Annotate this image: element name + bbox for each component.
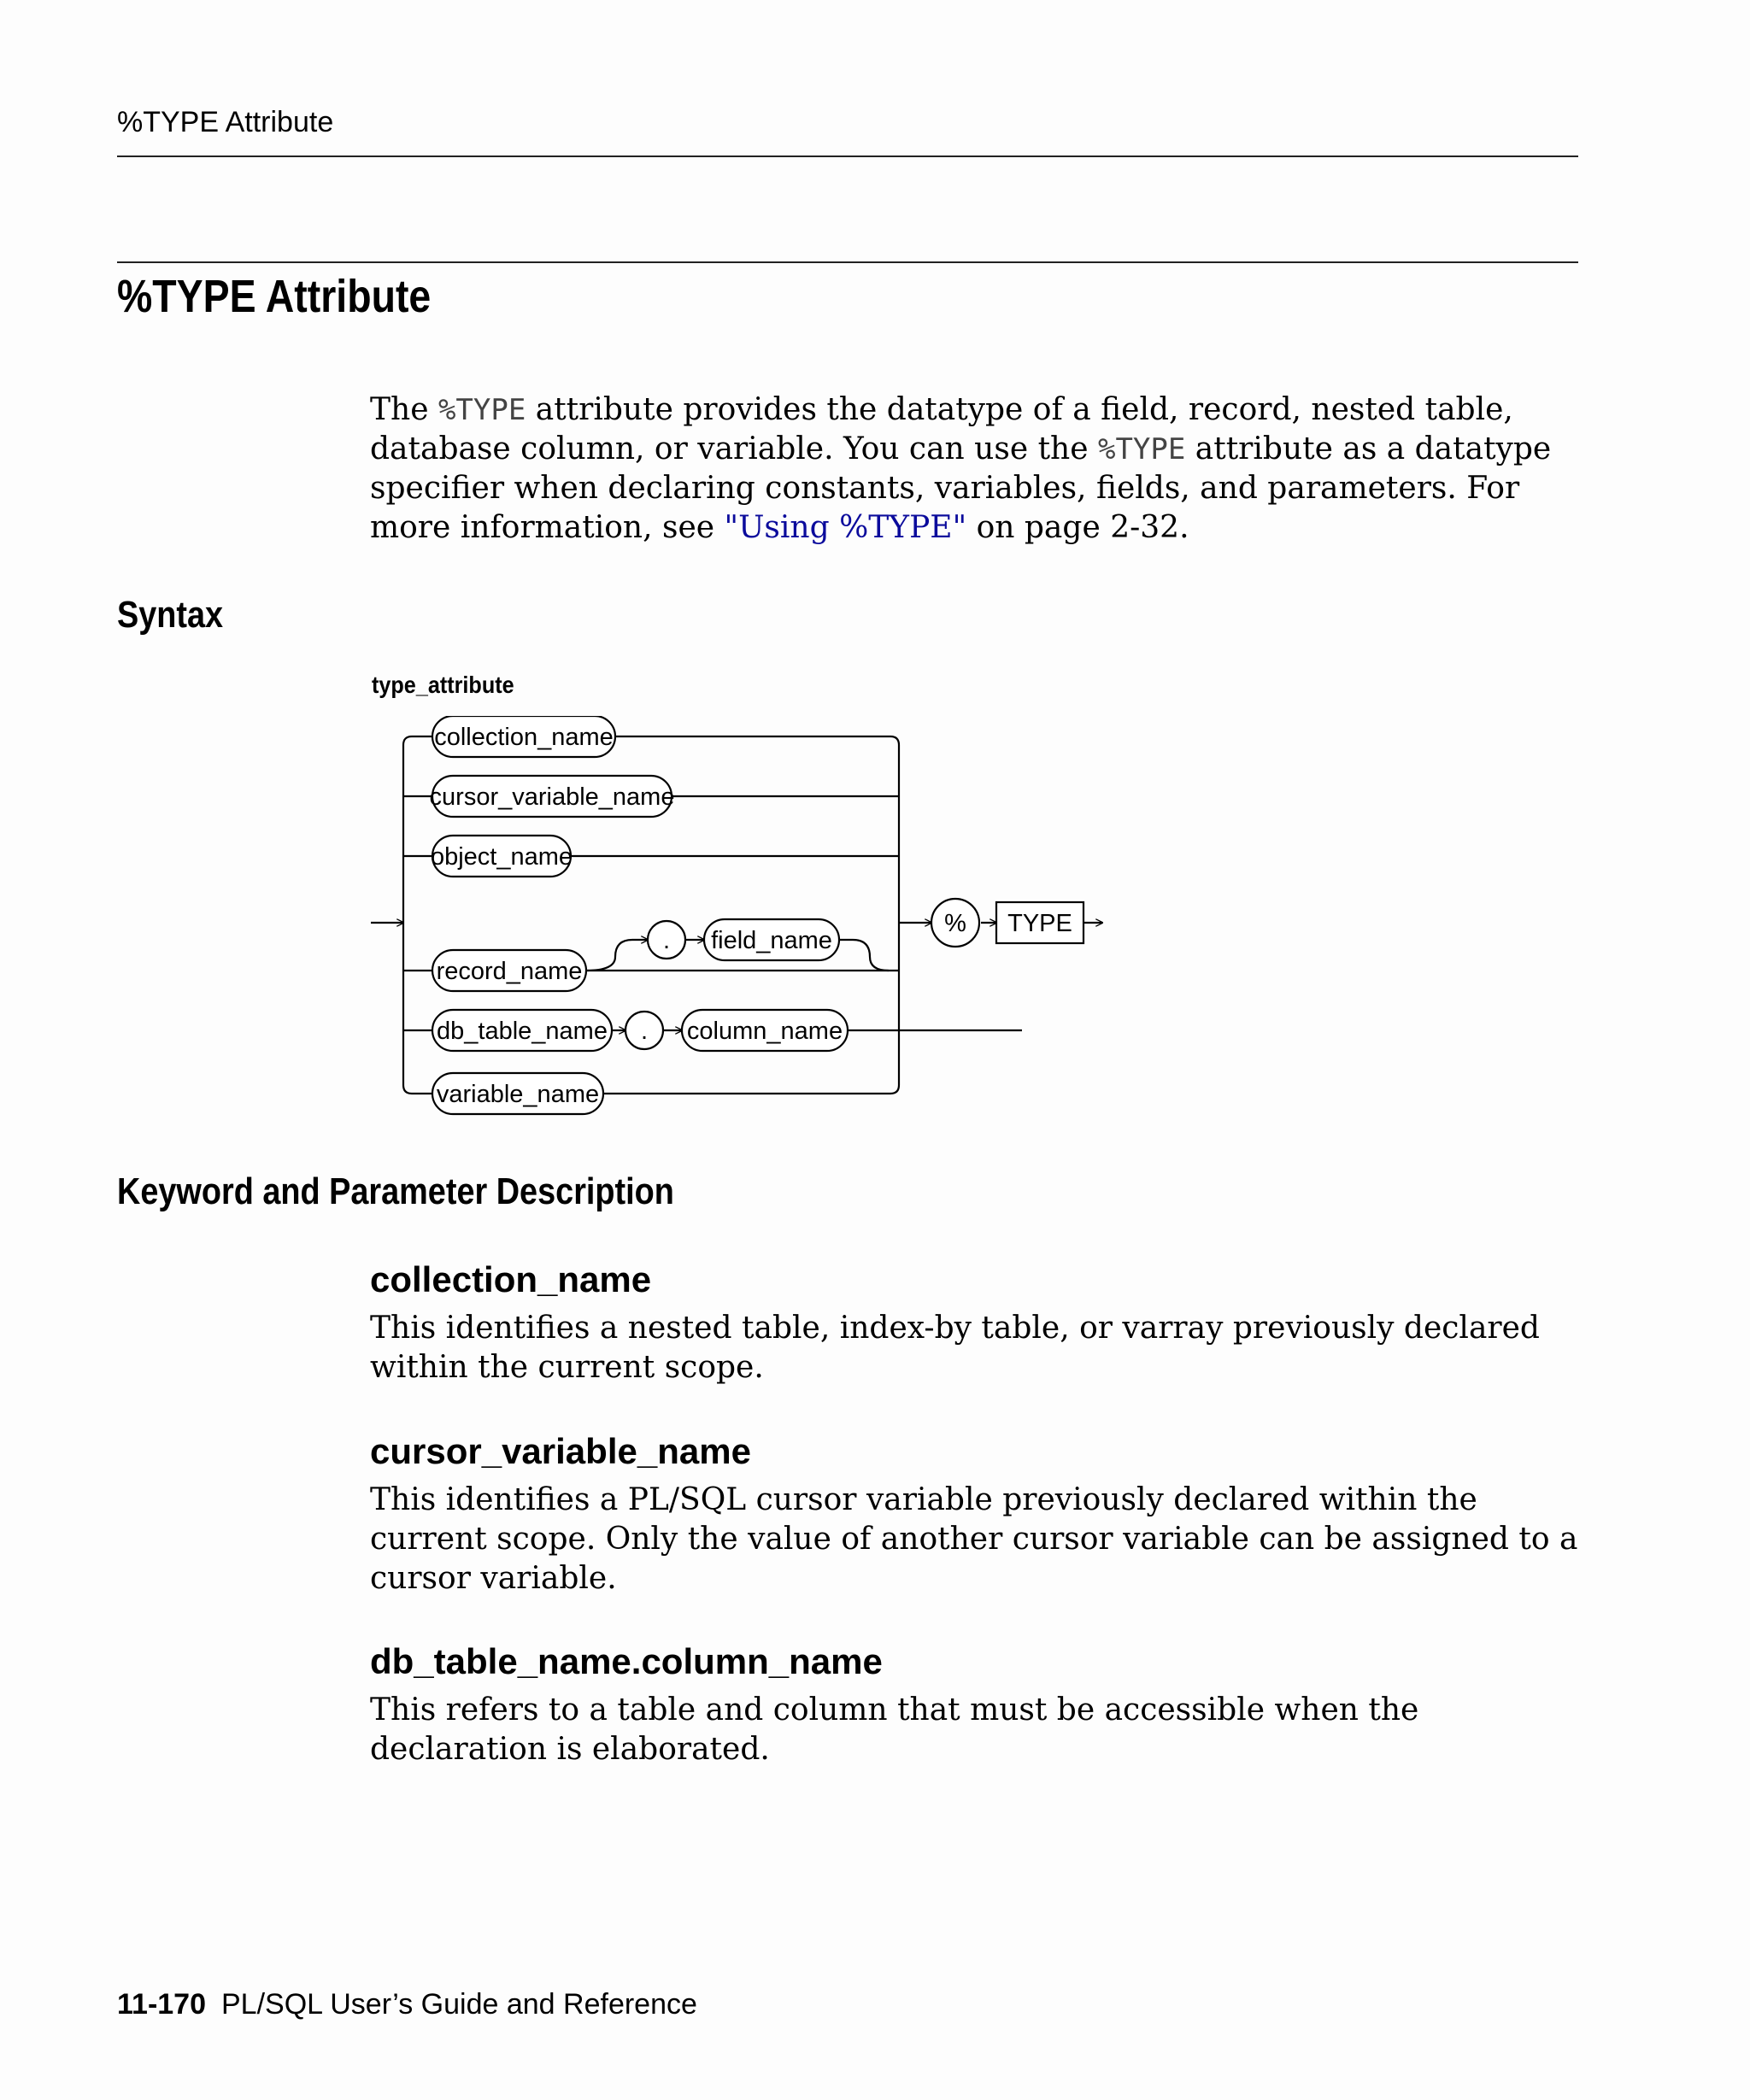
intro-paragraph [370, 390, 1583, 548]
param-db-table-column-desc: This refers to a table and column that must be accessible when the declaration is elaborated. [370, 1692, 1419, 1767]
param-cursor-variable-name: cursor_variable_name [370, 1431, 751, 1471]
intro-code-2: %TYPE [1097, 432, 1186, 466]
param-cursor-variable-name-desc: This identifies a PL/SQL cursor variable previously declared within the current scope. Only the value of another cursor variable can be assigned to a cursor variable. [370, 1482, 1578, 1596]
title-rule [117, 261, 1578, 263]
node-field-name [704, 919, 839, 960]
node-record-name-label: record_name [436, 958, 583, 985]
node-db-table-name-label: db_table_name [437, 1018, 608, 1045]
node-type-keyword [996, 902, 1083, 943]
node-percent [931, 899, 979, 947]
node-object-name [431, 836, 573, 877]
intro-text-1: The [370, 392, 438, 427]
using-type-link[interactable]: "Using %TYPE" [724, 510, 967, 545]
node-cursor-variable-name [430, 776, 675, 817]
node-collection-name [432, 716, 615, 757]
node-dot-1-label: . [662, 927, 671, 954]
header-rule [117, 155, 1578, 157]
page-title: %TYPE Attribute [117, 271, 432, 322]
node-column-name [682, 1010, 848, 1051]
node-dot-2 [625, 1012, 663, 1049]
book-title: PL/SQL User’s Guide and Reference [221, 1988, 697, 2021]
node-percent-label: % [944, 910, 966, 937]
node-field-name-label: field_name [711, 927, 832, 954]
intro-text-3: attribute as a datatype specifier when declaring constants, variables, fields, and parameters. For more information, see [370, 431, 1552, 545]
node-variable-name [432, 1073, 603, 1114]
node-record-name [432, 950, 586, 991]
intro-text-2: attribute provides the datatype of a field, record, nested table, database column, or variable. You can use the [370, 392, 1513, 466]
diagram-title: type_attribute [372, 672, 514, 698]
node-cursor-variable-name-label: cursor_variable_name [429, 783, 675, 811]
node-type-label: TYPE [1007, 910, 1072, 937]
intro-text-4: on page 2-32. [966, 510, 1189, 545]
node-collection-name-label: collection_name [434, 724, 614, 751]
node-db-table-name [432, 1010, 612, 1051]
param-collection-name-desc: This identifies a nested table, index-by table, or varray previously declared within the current scope. [370, 1311, 1540, 1385]
node-object-name-label: object_name [430, 843, 573, 871]
param-db-table-column: db_table_name.column_name [370, 1641, 883, 1681]
keyword-heading: Keyword and Parameter Description [117, 1170, 674, 1212]
page-footer [117, 1988, 697, 2021]
node-dot-2-label: . [640, 1018, 649, 1045]
syntax-diagram [359, 716, 1111, 1126]
node-variable-name-label: variable_name [436, 1081, 600, 1108]
page-number: 11-170 [117, 1988, 206, 2021]
node-dot-1 [648, 921, 685, 959]
running-header: %TYPE Attribute [117, 106, 334, 138]
syntax-heading: Syntax [117, 594, 224, 636]
intro-code-1: %TYPE [438, 393, 526, 427]
param-collection-name: collection_name [370, 1259, 652, 1299]
node-column-name-label: column_name [686, 1018, 843, 1045]
